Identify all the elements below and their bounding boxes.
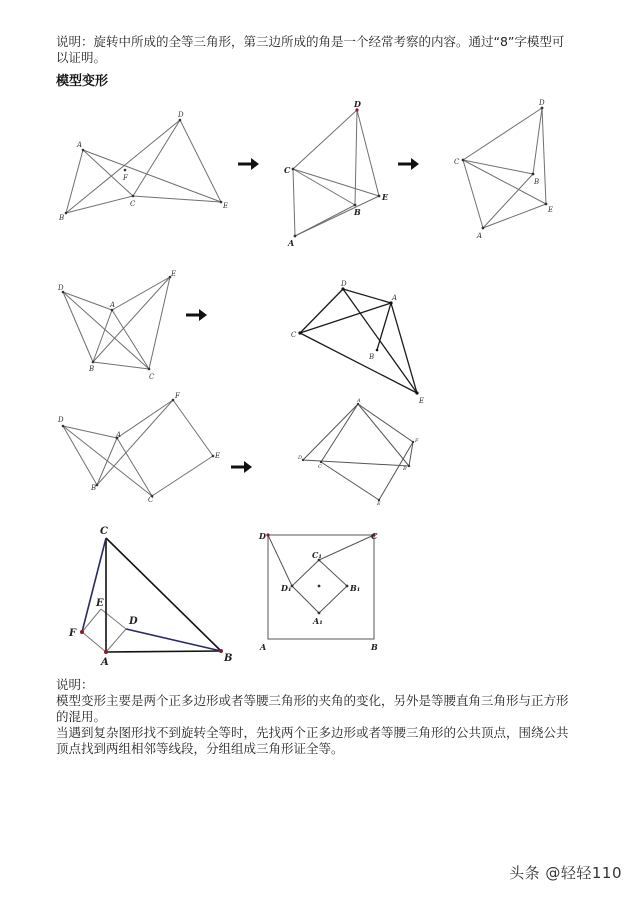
label-b: B (354, 207, 361, 217)
label-e: E (223, 202, 229, 210)
label-c: C (100, 526, 108, 537)
label-e: E (171, 270, 177, 278)
intro-line-2: 以证明。 (56, 50, 107, 65)
watermark: 头条 @轻轻110 (509, 864, 622, 882)
figure-1a (55, 110, 235, 234)
label-a: A (77, 141, 83, 149)
explanation-line-1: 模型变形主要是两个正多边形或者等腰三角形的夹角的变化，另外是等腰直角三角形与正方形 (56, 693, 569, 708)
explanation-text (56, 677, 569, 757)
geometry-diagram (285, 275, 435, 410)
label-c: C (371, 531, 378, 541)
label-a: A (110, 301, 116, 309)
label-a: A (101, 657, 109, 668)
geometry-diagram (60, 520, 245, 670)
label-e: E (382, 192, 389, 202)
intro-line-1: 说明：旋转中所成的全等三角形，第三边所成的角是一个经常考察的内容。通过“8”字模型可 (56, 34, 565, 49)
right-arrow-icon (238, 156, 260, 175)
label-a: A (477, 232, 483, 240)
label-a: A (288, 238, 295, 248)
label-e: E (548, 206, 554, 214)
figure-2a (55, 270, 185, 389)
geometry-diagram (255, 525, 395, 660)
figure-1c (450, 100, 565, 244)
label-e: E (215, 452, 221, 460)
geometry-diagram (55, 270, 185, 385)
figure-4b (255, 525, 395, 664)
label-d1: D₁ (281, 583, 292, 593)
label-e: E (96, 598, 104, 609)
label-b: B (534, 178, 540, 186)
label-c: C (291, 331, 297, 339)
intro-text (56, 34, 564, 66)
label-b: B (371, 642, 378, 652)
geometry-diagram (280, 99, 400, 248)
geometry-diagram (55, 390, 225, 505)
label-c: C (130, 200, 136, 208)
label-d: D (298, 455, 303, 461)
section-title: 模型变形 (56, 74, 109, 89)
label-b: B (89, 365, 95, 373)
label-c1: C₁ (312, 550, 322, 560)
label-c: C (149, 373, 155, 381)
geometry-diagram (295, 398, 425, 507)
label-d: D (539, 99, 545, 107)
geometry-diagram (450, 100, 565, 240)
figure-2b (285, 275, 435, 414)
label-d: D (129, 616, 138, 627)
label-d: D (178, 111, 184, 119)
label-d: D (341, 280, 347, 288)
label-d: D (58, 284, 64, 292)
label-d: D (58, 416, 64, 424)
label-d: D (354, 99, 361, 109)
label-a: A (260, 642, 267, 652)
label-d: D (259, 531, 266, 541)
label-c: C (318, 464, 322, 470)
label-a: A (116, 431, 122, 439)
figure-4a (60, 520, 245, 674)
label-b: B (224, 653, 233, 664)
label-f: F (123, 174, 128, 182)
right-arrow-icon (186, 307, 208, 326)
label-e: E (419, 397, 425, 405)
right-arrow-icon (398, 156, 420, 175)
label-c: C (148, 496, 154, 504)
label-b: B (59, 214, 65, 222)
figure-3a (55, 390, 225, 509)
label-b: B (369, 353, 375, 361)
label-b1: B₁ (350, 583, 361, 593)
label-a: A (357, 398, 361, 404)
figure-1b (280, 100, 400, 249)
explanation-line-2: 的混用。 (56, 709, 107, 724)
label-b: B (403, 466, 407, 472)
label-f: F (415, 438, 419, 444)
label-b: B (91, 484, 97, 492)
label-c: C (284, 165, 291, 175)
geometry-diagram (55, 110, 235, 230)
label-f: F (69, 628, 77, 639)
label-e: E (377, 501, 381, 507)
label-c: C (454, 158, 460, 166)
right-arrow-icon (231, 459, 253, 478)
label-a: A (392, 294, 398, 302)
explanation-line-4: 顶点找到两组相邻等线段，分组组成三角形证全等。 (56, 741, 344, 756)
label-f: F (175, 392, 180, 400)
figure-3b (295, 398, 425, 507)
explanation-line-3: 当遇到复杂图形找不到旋转全等时，先找两个正多边形或者等腰三角形的公共顶点，围绕公共 (56, 725, 569, 740)
explanation-title: 说明： (56, 677, 94, 692)
label-a1: A₁ (313, 616, 323, 626)
